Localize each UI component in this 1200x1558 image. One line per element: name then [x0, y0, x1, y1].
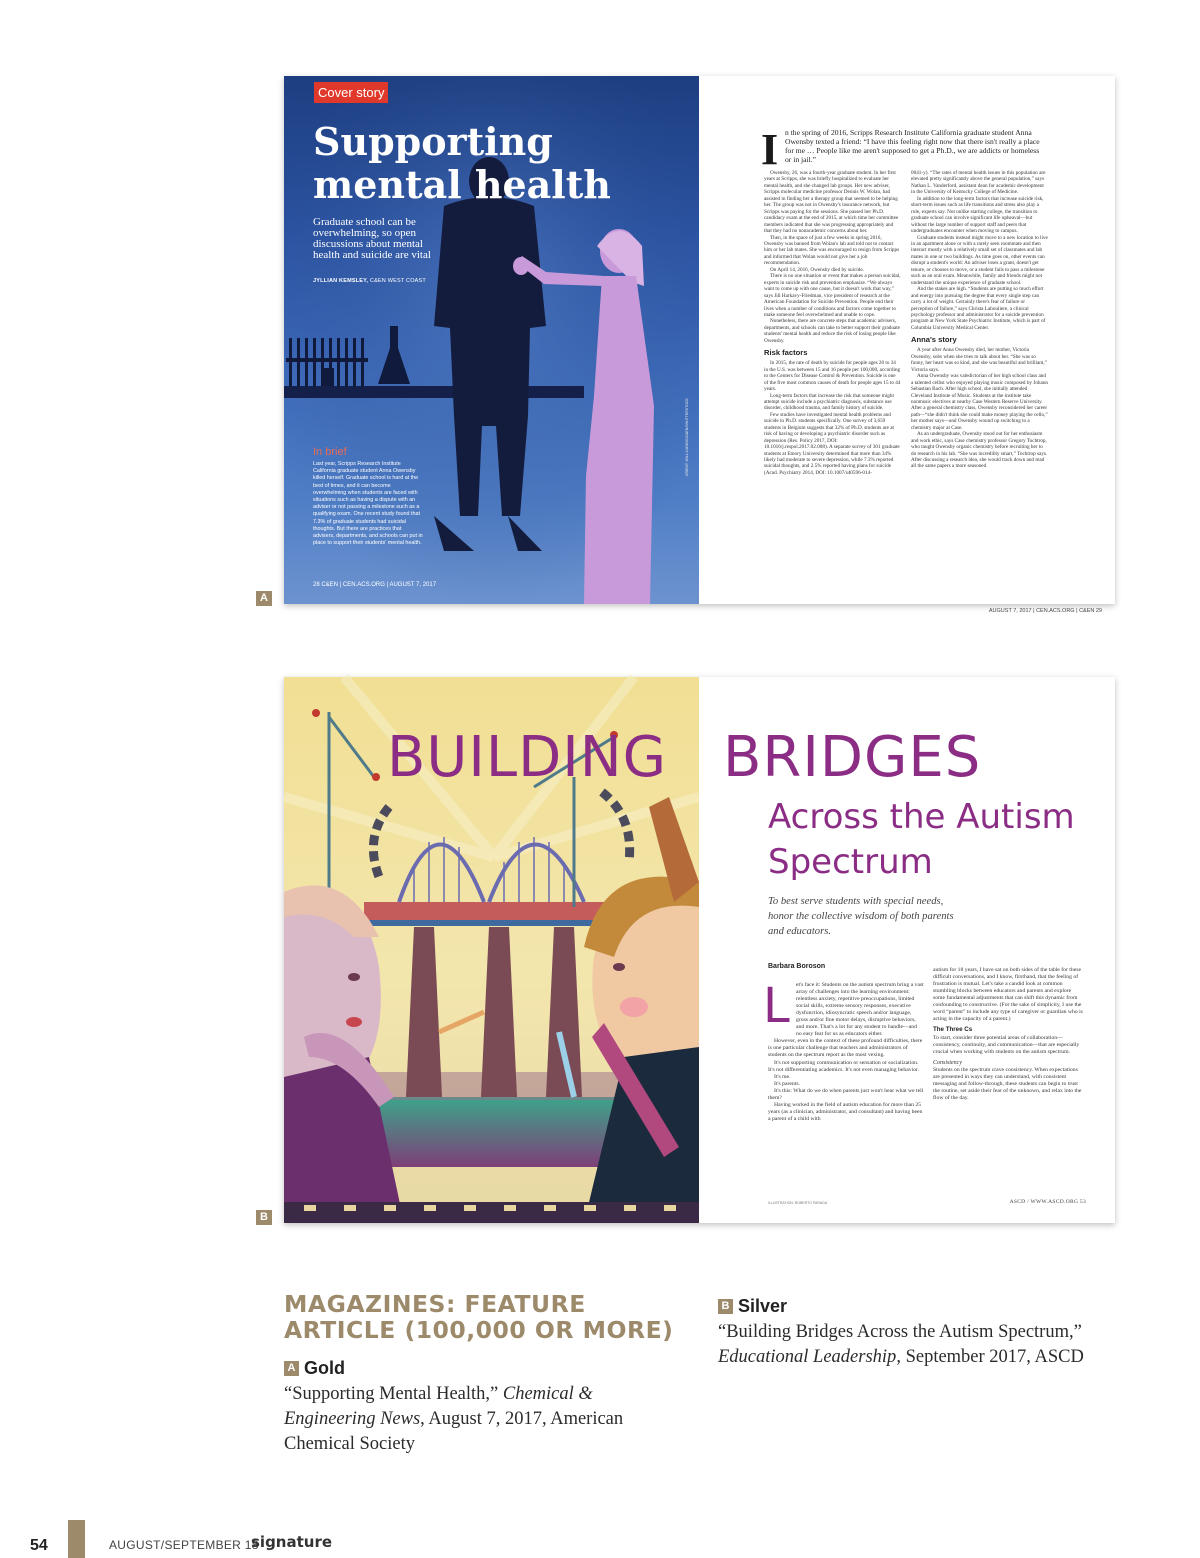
paragraph: As an undergraduate, Owensby stood out for her enthusiasm and work ethic, says Case chemistry professor Gregory Tochtrop, who taught Owensby organic chemistry before recruiting her to do research in his lab. “She was incredibly smart,” Tochtrop says. After discussing a research idea, she would track down and read all the same papers a more seasoned — [911, 431, 1048, 470]
paragraph: It's this: What do we do when parents just won't hear what we tell them? — [768, 1087, 924, 1101]
award-b-badge: B — [718, 1299, 733, 1314]
footer-accent-bar — [68, 1520, 85, 1558]
page-folio-right: AUGUST 7, 2017 | CEN.ACS.ORG | C&EN 29 — [988, 608, 1102, 614]
in-brief-heading: In brief — [313, 446, 347, 458]
award-a-row — [284, 1358, 345, 1379]
spread-b-educational-leadership — [284, 677, 1115, 1223]
award-a-badge: A — [284, 1361, 299, 1376]
subhead-risk-factors: Risk factors — [764, 348, 808, 358]
paragraph: It's parents. — [774, 1080, 800, 1087]
spread-a-cen — [284, 76, 1115, 614]
footer-issue: AUGUST/SEPTEMBER 18 — [109, 1538, 259, 1552]
article-a-byline — [313, 278, 426, 284]
article-a-deck: Graduate school can be overwhelming, so open discussions about mental health and suicide are vital — [313, 216, 431, 261]
award-a-title: “Supporting Mental Health,” — [284, 1384, 499, 1404]
award-b-details: , September 2017, ASCD — [896, 1347, 1084, 1367]
spread-a-right-page — [699, 76, 1115, 614]
in-brief-body: Last year, Scripps Research Institute California graduate student Anna Owensby killed herself. Graduate school is hard at the best of times, and it can become overwhelming when students are faced with situations such as having a dispute with an adviser or not passing a milestone such as a qualifying exam. One recent study found that 7.3% of graduate students had suicidal thoughts. But there are practices that advisers, departments, and schools can put in place to support their students' mental health. — [313, 461, 423, 547]
article-a-column-2 — [911, 170, 1048, 586]
award-b-publication: Educational Leadership — [718, 1347, 897, 1367]
award-a-description — [284, 1382, 644, 1457]
award-b-row — [718, 1296, 787, 1317]
award-a-level: Gold — [304, 1358, 345, 1378]
subhead-three-cs: The Three Cs — [933, 1026, 973, 1034]
page-number: 54 — [30, 1537, 48, 1554]
byline-org: C&EN WEST COAST — [369, 278, 426, 284]
paragraph: Anna Owensby was valedictorian of her high school class and a talented cellist who enjoyed playing music composed by Johann Sebastian Bach. After high school, she initially attended Cleveland Institute of Music. Students at the institute take nonmusic electives at nearby Case Western Reserve University. After a general chemistry class, Owensby reconsidered her career path—“she didn't think she could make money playing the cello,” her mother says—and Owensby wound up switching to a chemistry major at Case. — [911, 373, 1049, 431]
spread-b-right-page — [699, 677, 1115, 1223]
image-credit: CREDIT: WILL LUDWIG/C&EN/SHUTTERSTOCK — [685, 398, 689, 476]
award-b-title: “Building Bridges Across the Autism Spectrum,” — [718, 1322, 1082, 1342]
spread-a-left-page — [284, 76, 699, 604]
footer-brand-logo: signature — [251, 1533, 333, 1551]
paragraph: Nonetheless, there are concrete steps that academic advisers, departments, and schools can take to better support their graduate students' mental health and reduce the risk of losing people like Owensby. — [764, 318, 900, 344]
paragraph: It's me. — [774, 1073, 791, 1080]
spread-b-left-page — [284, 677, 699, 1223]
paragraph: et's face it: Students on the autism spectrum bring a vast array of challenges into the learning environment: relentless anxiety, repetitive preoccupations, limited social skills, extreme sensory responses, executive dysfunction, idiosyncratic speech and/or language, gross and/or fine motor delays, disruptive behaviors, and more. That's a lot for any student to handle—and no easy feat for us as educators either. — [796, 982, 924, 1038]
article-a-column-1 — [764, 170, 901, 586]
award-a-publication: Chemical & Engineering News — [284, 1384, 593, 1429]
paragraph: autism for 18 years, I have sat on both sides of the table for these difficult conversations, and I know, firsthand, that the feeling of frustration is mutual. Let's take a candid look at common stumbling blocks between educators and parents and explore some fundamental adjustments that can shift this dynamic from confounding to constructive. (For the sake of simplicity, I use the word “parent” to include any type of caregiver or guardian who is acting in the capacity of a parent.) — [933, 967, 1083, 1023]
paragraph: Having worked in the field of autism education for more than 25 years (as a clinician, administrator, and consultant) and having been a parent of a child with — [768, 1101, 923, 1122]
paragraph: Then, in the space of just a few weeks in spring 2016, Owensby was banned from Wolan's lab and told not to contact him or her lab mates. She was encouraged to resign from Scripps and informed that Wolan would not give her a job recommendation. — [764, 234, 900, 267]
article-b-byline: Barbara Boroson — [768, 963, 826, 970]
article-b-column-2 — [933, 967, 1083, 1191]
paragraph: It's not supporting communication or sensation or socialization. It's not differentiating academics. It's not even managing behavior. — [768, 1059, 920, 1073]
article-b-subtitle: Across the Autism Spectrum — [768, 797, 1075, 882]
article-b-title-right: BRIDGES — [723, 725, 982, 790]
paragraph: On April 14, 2016, Owensby died by suicide. — [770, 266, 864, 273]
paragraph: However, even in the context of these profound difficulties, there is one particular challenge that teachers and administrators of students on the spectrum report as the most vexing. — [768, 1038, 923, 1059]
page-folio-right: ASCD / WWW.ASCD.ORG 53 — [1009, 1199, 1086, 1205]
paragraph: 0041-y). “The rates of mental health issues in this population are elevated pretty significantly above the general population,” says Nathan L. Vanderford, assistant dean for academic development in the University of Kentucky College of Medicine. — [911, 170, 1046, 196]
byline-author: JYLLIAN KEMSLEY, — [313, 278, 369, 284]
paragraph: In 2015, the rate of death by suicide for people ages 20 to 34 in the U.S. was between 15 and 16 people per 100,000, according to the Centers for Disease Control & Prevention. Suicide is one of the five most common causes of death for people ages 15 to 44 years. — [764, 360, 901, 393]
article-b-deck: To best serve students with special needs, honor the collective wisdom of both parents and educators. — [768, 896, 954, 937]
entry-marker-a: A — [256, 591, 272, 606]
drop-cap: L — [763, 978, 790, 1034]
subhead-consistency: Consistency — [933, 1059, 962, 1066]
paragraph: And the stakes are high. “Students are putting so much effort and energy into pursuing the degree that every single step can carry a lot of weight. Certainly there's fear of failure or perception of failure,” says Christa Labouliere, a clinical psychology professor and administrator for a suicide prevention program at New York State Psychiatric Institute, which is part of Columbia University Medical Center. — [911, 286, 1046, 331]
paragraph: A year after Anna Owensby died, her mother, Victoria Owensby, sobs when she tries to talk about her. “She was so funny, her heart was so kind, and she was beautiful and brilliant,” Victoria says. — [911, 347, 1047, 373]
paragraph: Few studies have investigated mental health problems and suicide in Ph.D. students specifically. One survey of 3,659 students in Belgium suggests that 32% of Ph.D. students are at risk of having or developing a psychiatric disorder such as depression (Res. Policy 2017, DOI: 10.1016/j.respol.2017.02.008). A separate survey of 301 graduate students at Emory University determined that more than 34% likely had moderate to severe depression, while 7.3% reported suicidal thoughts, and 2.5% reported having plans for suicide (Acad. Psychiatry 2014, DOI: 10.1007/s40596-014- — [764, 411, 900, 476]
award-a-details: , August 7, 2017, American Chemical Society — [284, 1409, 624, 1454]
award-category-heading: MAGAZINES: FEATURE ARTICLE (100,000 OR MORE) — [284, 1290, 674, 1344]
paragraph: To start, consider three potential areas of collaboration—consistency, continuity, and communication—that are especially crucial when working with students on the autism spectrum. — [933, 1035, 1080, 1056]
paragraph: Students on the spectrum crave consistency. When expectations are presented in ways they can understand, with consistent messaging and follow-through, these students can begin to trust the routine, set aside their fear of the unknown, and relax into the flow of the day. — [933, 1066, 1082, 1101]
paragraph: Graduate students instead might move to a new location to live in an apartment alone or with a rarely seen roommate and then interact mostly with a relatively small set of classmates and lab mates in one or two buildings. As time goes on, other events can disrupt a student's world: An adviser loses a grant, doesn't get tenure, or chooses to move, or a student fails to pass a milestone such as an oral exam. Meanwhile, family and friends might not understand the unique experience of graduate school. — [911, 234, 1048, 286]
article-b-column-1 — [768, 982, 924, 1190]
paragraph: In addition to the long-term factors that increase suicide risk, short-term issues such as life transitions and stress also play a role, experts say. Not unlike starting college, the transition to graduate school can involve significant life upheaval—but without the large number of support staff and peers that undergraduates encounter when moving to campus. — [911, 195, 1044, 235]
subhead-annas-story: Anna's story — [911, 335, 957, 345]
drop-cap: I — [761, 125, 779, 174]
paragraph: Long-term factors that increase the risk that someone might attempt suicide include a psychiatric diagnosis, substance use disorder, childhood trauma, and family history of suicide. — [764, 392, 894, 412]
page-folio-left: 28 C&EN | CEN.ACS.ORG | AUGUST 7, 2017 — [313, 582, 437, 588]
article-a-title: Supporting mental health — [313, 119, 611, 207]
paragraph: Owensby, 26, was a fourth-year graduate student. In her first years at Scripps, she was briefly hospitalized to evaluate her mental health, and she changed lab groups. Her new adviser, Scripps molecular medicine professor Dennis W. Wolan, had assisted in finding her a therapy group that seemed to be helping her. The group was not in Owensby's insurance network, but Scripps was paying for the sessions. She passed her Ph.D. candidacy exam at the end of 2015, at which time her committee members indicated that she was progressing appropriately and that they had no nonacademic concerns about her. — [764, 170, 899, 235]
article-a-lede: n the spring of 2016, Scripps Research Institute California graduate student Anna Owensby texted a friend: “I have this feeling right now that there isn't really a place for me … People like me aren't supposed to get a Ph.D., we are addicts or homeless or in jail.” — [785, 128, 1040, 164]
illustration-credit: ILLUSTRATION: ROBERTO PARADA — [768, 1201, 828, 1205]
paragraph: There is no one situation or event that makes a person suicidal, experts in suicide risk and prevention emphasize. “We always want to come up with one cause, but it doesn't work that way,” says Jill Harkavy-Friedman, vice president of research at the American Foundation for Suicide Prevention. People end their lives when a number of conditions and factors come together to make someone feel overwhelmed and unable to cope. — [764, 273, 901, 318]
cover-story-tag: Cover story — [314, 82, 388, 103]
article-b-title-left: BUILDING — [387, 725, 668, 790]
entry-marker-b: B — [256, 1210, 272, 1225]
award-b-description — [718, 1320, 1118, 1370]
award-b-level: Silver — [738, 1296, 788, 1316]
